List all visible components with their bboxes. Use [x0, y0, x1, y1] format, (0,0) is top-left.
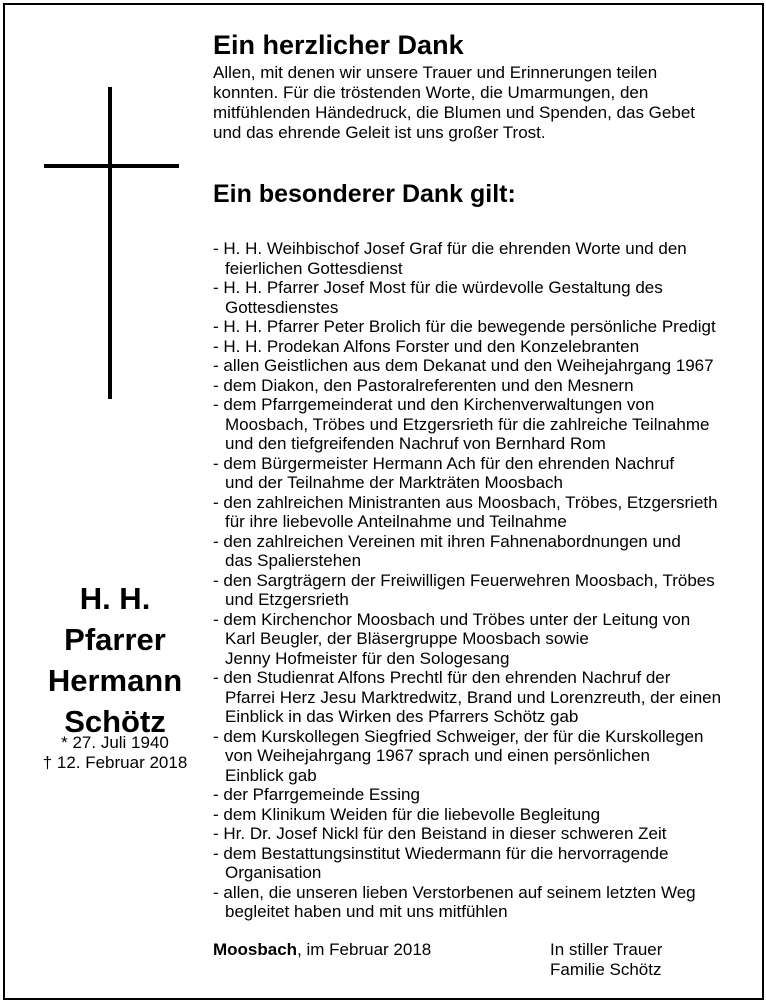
name-last: Schötz — [64, 704, 166, 739]
place-name: Moosbach — [213, 940, 298, 959]
birth-date: * 27. Juli 1940 — [61, 733, 169, 752]
list-item-text: - allen Geistlichen aus dem Dekanat und den Weihejahrgang 1967 — [213, 356, 714, 375]
list-item — [213, 844, 743, 883]
list-item-text: - den Studienrat Alfons Prechtl für den ehrenden Nachruf der — [213, 668, 671, 687]
thanks-list — [213, 239, 743, 922]
list-item-text: - H. H. Pfarrer Peter Brolich für die bewegende persönliche Predigt — [213, 317, 716, 336]
list-item-text: - den zahlreichen Vereinen mit ihren Fahnenabordnungen und — [213, 531, 681, 551]
intro-line: mitfühlenden Händedruck, die Blumen und Spenden, das Gebet — [213, 103, 695, 122]
intro-line: Allen, mit denen wir unsere Trauer und Erinnerungen teilen — [213, 63, 658, 82]
list-item-text: - dem Kirchenchor Moosbach und Tröbes unter der Leitung von — [213, 609, 691, 629]
list-item — [213, 883, 743, 922]
death-date: † 12. Februar 2018 — [42, 753, 188, 772]
list-item-continuation: Jenny Hofmeister für den Sologesang — [225, 648, 510, 668]
thanks-column — [213, 29, 743, 922]
intro-text — [213, 63, 743, 143]
list-item-continuation: und der Teilnahme der Markträten Moosbach — [225, 473, 563, 492]
list-item-text: - H. H. Weihbischof Josef Graf für die ehrenden Worte und den — [213, 239, 687, 258]
name-first: Hermann — [47, 663, 183, 698]
list-item-continuation: Pfarrei Herz Jesu Marktredwitz, Brand und Lorenzreuth, der einen — [225, 687, 722, 707]
list-item-continuation: von Weihejahrgang 1967 sprach und einen persönlichen — [225, 746, 650, 765]
list-item-text: - dem Pfarrgemeinderat und den Kirchenverwaltungen von — [213, 395, 655, 414]
intro-line: und das ehrende Geleit ist uns großer Trost. — [213, 123, 546, 142]
list-item — [213, 395, 743, 454]
cross-vertical-bar — [108, 87, 112, 399]
list-item — [213, 805, 743, 825]
deceased-name — [30, 578, 200, 742]
list-item — [213, 532, 743, 571]
place-date — [213, 940, 431, 960]
list-item — [213, 356, 743, 376]
list-item-continuation: für ihre liebevolle Anteilnahme und Teilnahme — [225, 512, 567, 531]
list-item-text: - H. H. Pfarrer Josef Most für die würdevolle Gestaltung des — [213, 278, 663, 297]
list-item — [213, 376, 743, 396]
list-item — [213, 239, 743, 278]
list-item-text: - der Pfarrgemeinde Essing — [213, 785, 420, 804]
list-item-text: - dem Klinikum Weiden für die liebevolle Begleitung — [213, 804, 601, 824]
list-item-continuation: Einblick in das Wirken des Pfarrers Schötz gab — [225, 707, 579, 726]
signature-family: Familie Schötz — [550, 960, 662, 979]
list-item — [213, 668, 743, 727]
list-item — [213, 785, 743, 805]
list-item-continuation: Einblick gab — [225, 765, 317, 785]
list-item-continuation: und den tiefgreifenden Nachruf von Bernhard Rom — [225, 434, 606, 453]
list-item-continuation: begleitet haben und mit uns mitfühlen — [225, 902, 508, 921]
list-item-text: - dem Diakon, den Pastoralreferenten und den Mesnern — [213, 375, 634, 395]
list-item-text: - H. H. Prodekan Alfons Forster und den Konzelebranten — [213, 336, 640, 356]
list-item — [213, 571, 743, 610]
section-heading: Ein besonderer Dank gilt: — [213, 180, 516, 208]
cross-horizontal-bar — [44, 164, 179, 168]
list-item-continuation: und Etzgersrieth — [225, 590, 349, 609]
list-item-text: - dem Bürgermeister Hermann Ach für den ehrenden Nachruf — [213, 453, 675, 473]
list-item-text: - dem Kurskollegen Siegfried Schweiger, der für die Kurskollegen — [213, 726, 704, 746]
intro-line: konnten. Für die tröstenden Worte, die Umarmungen, den — [213, 83, 649, 102]
list-item — [213, 278, 743, 317]
signature — [550, 940, 662, 980]
name-role: Pfarrer — [64, 622, 166, 657]
list-item-continuation: Moosbach, Tröbes und Etzgersrieth für die zahlreiche Teilnahme — [225, 414, 710, 434]
list-item-continuation: Gottesdienstes — [225, 297, 339, 317]
list-item — [213, 493, 743, 532]
list-item-text: - Hr. Dr. Josef Nickl für den Beistand in dieser schweren Zeit — [213, 824, 667, 843]
list-item — [213, 824, 743, 844]
list-item — [213, 454, 743, 493]
list-item — [213, 610, 743, 669]
list-item — [213, 337, 743, 357]
list-item — [213, 727, 743, 786]
list-item-text: - allen, die unseren lieben Verstorbenen auf seinem letzten Weg — [213, 882, 696, 902]
list-item-text: - dem Bestattungsinstitut Wiedermann für die hervorragende — [213, 843, 669, 863]
signature-line: In stiller Trauer — [550, 940, 663, 959]
list-item — [213, 317, 743, 337]
list-item-continuation: feierlichen Gottesdienst — [225, 258, 403, 278]
list-item-text: - den zahlreichen Ministranten aus Moosbach, Tröbes, Etzgersrieth — [213, 492, 718, 512]
list-item-continuation: Organisation — [225, 863, 322, 882]
list-item-text: - den Sargträgern der Freiwilligen Feuerwehren Moosbach, Tröbes — [213, 570, 715, 590]
list-item-continuation: Karl Beugler, der Bläsergruppe Moosbach sowie — [225, 629, 589, 648]
life-dates — [30, 733, 200, 773]
page-title: Ein herzlicher Dank — [213, 30, 464, 60]
list-item-continuation: das Spalierstehen — [225, 551, 362, 570]
date-text: , im Februar 2018 — [297, 940, 432, 959]
name-title: H. H. — [79, 581, 151, 616]
